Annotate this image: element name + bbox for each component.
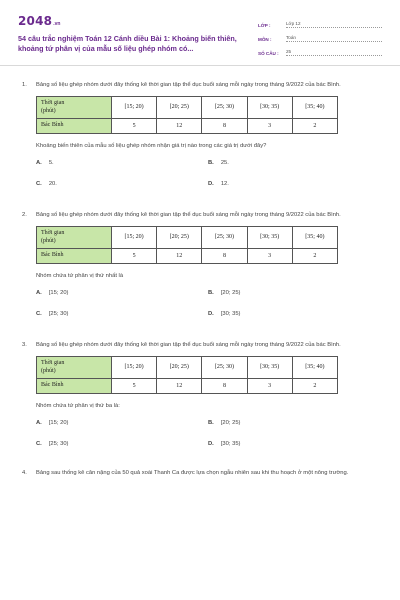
option-text: [15; 20) — [48, 290, 69, 296]
answer-option[interactable] — [36, 419, 208, 428]
interval-cell: [25; 30) — [202, 97, 247, 119]
option-text: 25. — [220, 160, 229, 166]
document-title: 54 câu trắc nghiệm Toán 12 Cánh diều Bài 1: Khoảng biến thiên, khoảng tứ phân vị của mẫu số liệu ghép nhóm có... — [18, 34, 237, 53]
question-4 — [22, 469, 382, 478]
value-cell: 3 — [247, 379, 292, 394]
option-letter: D. — [208, 181, 214, 187]
interval-cell: [15; 20) — [112, 357, 157, 379]
table-data-row — [37, 119, 338, 134]
question-text: Bảng sau thống kê cân nặng của 50 quả xoài Thanh Ca được lựa chọn ngẫu nhiên sau khi thu hoạch ở một nông trường. — [36, 470, 349, 476]
answer-option[interactable] — [36, 440, 208, 449]
question-number: 1. — [22, 82, 27, 88]
meta-label: SỐ CÂU : — [258, 51, 279, 56]
answer-option[interactable] — [208, 289, 380, 298]
table-row-label: Bác Bình — [37, 249, 112, 264]
site-logo[interactable] — [18, 14, 246, 28]
question-stem — [22, 469, 382, 478]
value-cell: 5 — [112, 119, 157, 134]
interval-cell: [20; 25) — [157, 227, 202, 249]
question-2 — [22, 211, 382, 319]
answer-options — [22, 159, 382, 189]
option-letter: B. — [208, 290, 214, 296]
value-cell: 3 — [247, 249, 292, 264]
value-cell: 2 — [292, 119, 337, 134]
table-row-label: Bác Bình — [37, 119, 112, 134]
logo-main: 2048 — [18, 14, 53, 28]
table-data-row — [37, 249, 338, 264]
option-text: 12. — [220, 181, 229, 187]
answer-option[interactable] — [208, 440, 380, 449]
interval-cell: [35; 40) — [292, 227, 337, 249]
table-header-label — [37, 357, 112, 379]
answer-options — [22, 289, 382, 319]
question-stem — [22, 341, 382, 350]
header-label-line: Thời gian — [41, 360, 65, 366]
question-prompt: Nhóm chứa tứ phân vị thứ ba là: — [36, 403, 120, 409]
option-letter: A. — [36, 290, 42, 296]
option-text: [25; 30) — [48, 311, 69, 317]
question-number: 4. — [22, 470, 27, 476]
question-number: 3. — [22, 342, 27, 348]
answer-option[interactable] — [36, 159, 208, 168]
document-header — [18, 14, 382, 59]
interval-cell: [15; 20) — [112, 227, 157, 249]
header-left — [18, 14, 246, 54]
interval-cell: [25; 30) — [202, 357, 247, 379]
value-cell: 5 — [112, 249, 157, 264]
meta-value: Toán — [286, 35, 382, 42]
option-text: [20; 25) — [220, 420, 241, 426]
header-divider — [0, 65, 400, 66]
question-stem — [22, 81, 382, 90]
interval-cell: [25; 30) — [202, 227, 247, 249]
meta-row — [258, 31, 382, 42]
value-cell: 2 — [292, 379, 337, 394]
question-text: Bảng số liệu ghép nhóm dưới đây thống kê thời gian tập thể dục buổi sáng mỗi ngày trong tháng 9/2022 của bác Bình. — [36, 342, 341, 348]
answer-option[interactable] — [208, 419, 380, 428]
data-table — [36, 226, 338, 264]
option-letter: A. — [36, 160, 42, 166]
answer-option[interactable] — [36, 289, 208, 298]
data-table — [36, 96, 338, 134]
answer-option[interactable] — [208, 310, 380, 319]
option-text: 20. — [48, 181, 57, 187]
table-row-label: Bác Bình — [37, 379, 112, 394]
value-cell: 12 — [157, 249, 202, 264]
option-letter: D. — [208, 311, 214, 317]
question-text: Bảng số liệu ghép nhóm dưới đây thống kê thời gian tập thể dục buổi sáng mỗi ngày trong tháng 9/2022 của bác Bình. — [36, 82, 341, 88]
table-header-row — [37, 97, 338, 119]
interval-cell: [35; 40) — [292, 357, 337, 379]
option-letter: B. — [208, 160, 214, 166]
header-label-line: (phút) — [41, 107, 56, 114]
question-number: 2. — [22, 212, 27, 218]
table-header-row — [37, 227, 338, 249]
option-text: 5. — [48, 160, 54, 166]
header-label-line: Thời gian — [41, 100, 65, 106]
answer-option[interactable] — [36, 180, 208, 189]
header-label-line: Thời gian — [41, 230, 65, 236]
interval-cell: [20; 25) — [157, 357, 202, 379]
interval-cell: [30; 35) — [247, 227, 292, 249]
interval-cell: [35; 40) — [292, 97, 337, 119]
value-cell: 8 — [202, 379, 247, 394]
meta-row — [258, 45, 382, 56]
value-cell: 5 — [112, 379, 157, 394]
option-text: [30; 35) — [220, 441, 241, 447]
question-text: Bảng số liệu ghép nhóm dưới đây thống kê thời gian tập thể dục buổi sáng mỗi ngày trong tháng 9/2022 của bác Bình. — [36, 212, 341, 218]
meta-label: MÔN : — [258, 37, 272, 42]
interval-cell: [30; 35) — [247, 97, 292, 119]
interval-cell: [20; 25) — [157, 97, 202, 119]
option-text: [20; 25) — [220, 290, 241, 296]
interval-cell: [30; 35) — [247, 357, 292, 379]
question-1 — [22, 81, 382, 189]
question-stem — [22, 211, 382, 220]
logo-sub: .vn — [53, 21, 61, 27]
table-header-label — [37, 97, 112, 119]
table-header-label — [37, 227, 112, 249]
data-table — [36, 356, 338, 394]
value-cell: 2 — [292, 249, 337, 264]
option-text: [30; 35) — [220, 311, 241, 317]
question-3 — [22, 341, 382, 449]
document-meta — [258, 17, 382, 59]
option-letter: A. — [36, 420, 42, 426]
answer-option[interactable] — [208, 180, 380, 189]
value-cell: 12 — [157, 119, 202, 134]
value-cell: 8 — [202, 249, 247, 264]
table-header-row — [37, 357, 338, 379]
answer-option[interactable] — [36, 310, 208, 319]
option-letter: C. — [36, 441, 42, 447]
option-text: [25; 30) — [48, 441, 69, 447]
meta-value: Lớp 12 — [286, 21, 382, 28]
question-prompt: Khoảng biến thiên của mẫu số liệu ghép nhóm nhận giá trị nào trong các giá trị dưới đây? — [36, 143, 267, 149]
question-list — [22, 81, 382, 478]
value-cell: 3 — [247, 119, 292, 134]
header-label-line: (phút) — [41, 237, 56, 244]
meta-label: LỚP : — [258, 23, 271, 28]
answer-options — [22, 419, 382, 449]
option-letter: D. — [208, 441, 214, 447]
option-letter: B. — [208, 420, 214, 426]
value-cell: 8 — [202, 119, 247, 134]
answer-option[interactable] — [208, 159, 380, 168]
meta-value: 25 — [286, 49, 382, 56]
table-data-row — [37, 379, 338, 394]
option-letter: C. — [36, 181, 42, 187]
value-cell: 12 — [157, 379, 202, 394]
question-prompt: Nhóm chứa tứ phân vị thứ nhất là — [36, 273, 124, 279]
header-label-line: (phút) — [41, 367, 56, 374]
option-letter: C. — [36, 311, 42, 317]
interval-cell: [15; 20) — [112, 97, 157, 119]
option-text: [15; 20) — [48, 420, 69, 426]
meta-row — [258, 17, 382, 28]
